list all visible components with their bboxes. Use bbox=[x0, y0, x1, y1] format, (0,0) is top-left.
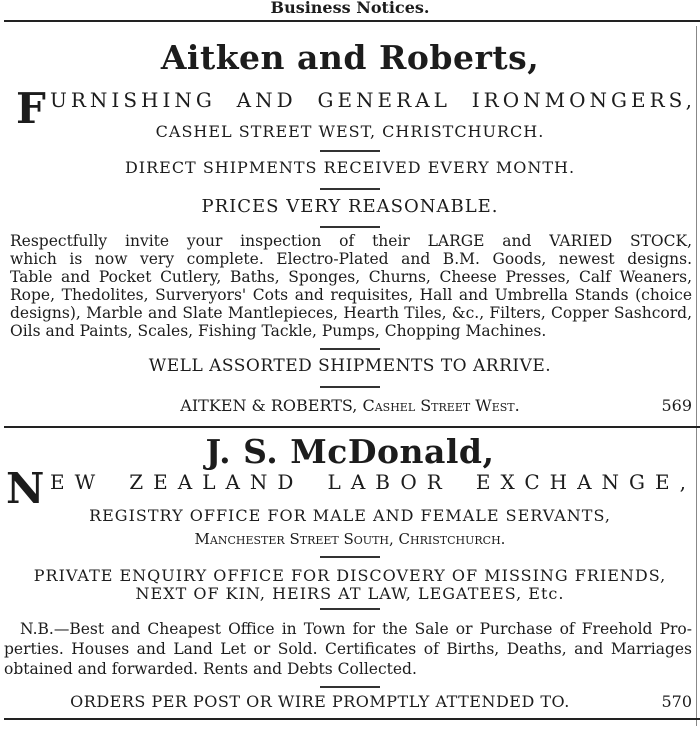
trade-line: URNISHING AND GENERAL IRONMONGERS, bbox=[50, 88, 696, 112]
body-line: Table and Pocket Cutlery, Baths, Sponges, Churns, Cheese Presses, Calf Weaners, bbox=[10, 268, 692, 286]
ad-reference-number: 569 bbox=[661, 396, 692, 415]
body-line: Respectfully invite your inspection of their LARGE and VARIED STOCK, bbox=[10, 232, 692, 250]
prices-line: PRICES VERY REASONABLE. bbox=[201, 196, 499, 217]
trade-line: EW ZEALAND LABOR EXCHANGE, bbox=[50, 470, 696, 494]
shipments-line: DIRECT SHIPMENTS RECEIVED EVERY MONTH. bbox=[124, 158, 576, 177]
short-divider bbox=[320, 556, 380, 558]
nb-line: N.B.—Best and Cheapest Office in Town for the Sale or Purchase of Freehold Pro- bbox=[20, 620, 692, 638]
signoff-name: AITKEN & ROBERTS, bbox=[180, 396, 358, 415]
signoff bbox=[0, 396, 700, 415]
short-divider bbox=[320, 226, 380, 228]
drop-cap: N bbox=[6, 464, 45, 513]
section-header: Business Notices. bbox=[270, 0, 430, 17]
body-line-last: Oils and Paints, Scales, Fishing Tackle, Pumps, Chopping Machines. bbox=[10, 322, 547, 340]
signoff-address: Cashel Street West. bbox=[362, 396, 520, 415]
bottom-divider bbox=[4, 718, 700, 720]
ad-divider bbox=[4, 426, 700, 428]
body-line: Rope, Thedolites, Surveryors' Cots and requisites, Hall and Umbrella Stands (choice bbox=[10, 286, 692, 304]
address-line: Manchester Street South, Christchurch. bbox=[194, 530, 506, 548]
short-divider bbox=[320, 608, 380, 610]
body-line: designs), Marble and Slate Mantlepieces, Hearth Tiles, &c., Filters, Copper Sashcord, bbox=[10, 304, 692, 322]
ad-title: Aitken and Roberts, bbox=[160, 38, 540, 77]
short-divider bbox=[320, 348, 380, 350]
ad-title: J. S. McDonald, bbox=[205, 432, 495, 471]
header-divider bbox=[4, 20, 700, 22]
drop-cap: F bbox=[16, 84, 46, 133]
short-divider bbox=[320, 386, 380, 388]
arrive-line: WELL ASSORTED SHIPMENTS TO ARRIVE. bbox=[148, 356, 552, 376]
body-line: which is now very complete. Electro-Plated and B.M. Goods, newest designs. bbox=[10, 250, 692, 268]
short-divider bbox=[320, 188, 380, 190]
enquiry-line: PRIVATE ENQUIRY OFFICE FOR DISCOVERY OF MISSING FRIENDS, bbox=[33, 566, 667, 585]
nb-line-last: obtained and forwarded. Rents and Debts Collected. bbox=[4, 660, 417, 678]
address-line: CASHEL STREET WEST, CHRISTCHURCH. bbox=[155, 122, 545, 141]
ad-reference-number: 570 bbox=[661, 692, 692, 711]
registry-line: REGISTRY OFFICE FOR MALE AND FEMALE SERVANTS, bbox=[89, 506, 611, 525]
orders-line: ORDERS PER POST OR WIRE PROMPTLY ATTENDED TO. bbox=[70, 692, 570, 711]
short-divider bbox=[320, 686, 380, 688]
enquiry-line: NEXT OF KIN, HEIRS AT LAW, LEGATEES, Etc. bbox=[135, 584, 565, 603]
short-divider bbox=[320, 150, 380, 152]
nb-line: perties. Houses and Land Let or Sold. Certificates of Births, Deaths, and Marriages bbox=[4, 640, 692, 658]
